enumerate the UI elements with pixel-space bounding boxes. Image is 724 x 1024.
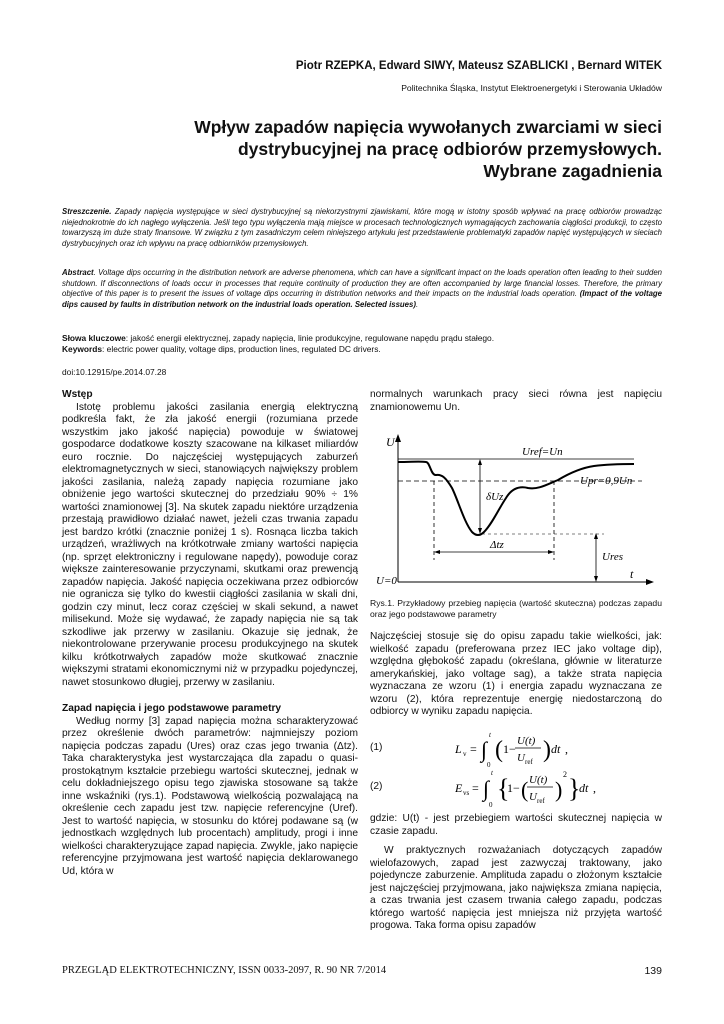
section-heading-intro: Wstęp <box>62 389 93 400</box>
streszczenie-label: Streszczenie. <box>62 207 112 216</box>
title-line-1: Wpływ zapadów napięcia wywołanych zwarciami w sieci <box>194 117 662 137</box>
y-axis-label: U <box>386 435 395 449</box>
svg-text:{: { <box>497 774 510 803</box>
svg-text:(: ( <box>495 737 503 763</box>
abstract-text: . Voltage dips occurring in the distribution network are adverse phenomena, which can have a significant impact on the loads operation often leading to their sudden shutdown. If disconnections of loads occur in processes that require continuity of production they are often accompanied by large financial losses. Therefore, the primary objective of this paper is to present the issues of voltage dips occurring in distribution networks and their impacts on the industrial loads operation. <box>62 268 662 299</box>
upr-label: Upr=0,9Un <box>580 475 633 487</box>
left-column <box>62 389 358 878</box>
svg-text:t: t <box>489 731 491 739</box>
figure-caption: Rys.1. Przykładowy przebieg napięcia (wartość skuteczna) podczas zapadu oraz jego podstawowe parametry <box>370 598 662 619</box>
svg-text:t: t <box>491 769 493 777</box>
right-paragraph-4: gdzie: U(t) - jest przebiegiem wartości skutecznej napięcia w czasie zapadu. <box>370 813 662 837</box>
dip-paragraph: Według normy [3] zapad napięcia można scharakteryzować przez określenie dwóch parametrów: najmniejszy poziom napięcia podczas zapadu (Ures) oraz czas jego trwania (Δtz). Taka charakterystyka jest wystarczająca dla zapadu o quasi-prostokątnym kształcie przebiegu wartości skutecznej, jednak w celu dokładniejszego opisu tego zjawiska stosowane są także inne wskaźniki (rys.1). Podstawową wielkością pozwalającą na określenie cech zapadu jest tzw. napięcie referencyjne (Uref). Jest to wartość napięcia, w stosunku do której podawane są (w jednostkach względnych lub procentach) amplitudy, progi i inne wielkości charakteryzujące zapad napięcia. Zwykle, jako napięcie referencyjne przyjmowana jest wartość napięcia deklarowanego Ud, która w <box>62 715 358 877</box>
delta-t-label: Δtz <box>490 539 504 551</box>
svg-text:∫: ∫ <box>481 737 488 762</box>
y-axis-arrow <box>395 434 401 442</box>
svg-text:U(t): U(t) <box>529 774 548 786</box>
svg-text:ref: ref <box>525 758 533 766</box>
svg-text:): ) <box>543 737 551 763</box>
page-number: 139 <box>644 965 662 977</box>
abstract-label: Abstract <box>62 268 94 277</box>
streszczenie <box>62 207 662 249</box>
x-axis-arrow <box>646 579 654 585</box>
zero-label: U=0 <box>376 575 397 587</box>
right-paragraph-3: Najczęściej stosuje się do opisu zapadu takie wielkości, jak: wielkość zapadu (preferowana przez IEC jako voltage dip), względna głębokość zapadu (określana, głównie w literaturze amerykańskiej, jako voltage sag), a także strata napięcia wyznaczana ze wzoru (1) i energia zapadu wyznaczana ze wzoru (2), która reprezentuje energię niedostarczoną do odbiorcy w wyniku zapadu napięcia. <box>370 631 662 717</box>
svg-text:U(t): U(t) <box>517 735 536 747</box>
journal-footer: PRZEGLĄD ELEKTROTECHNICZNY, ISSN 0033-2097, R. 90 NR 7/2014 <box>62 965 387 976</box>
svg-text:ref: ref <box>537 797 545 805</box>
svg-text:v: v <box>463 750 467 758</box>
svg-text:dt: dt <box>579 781 589 795</box>
svg-text:E: E <box>455 781 463 795</box>
svg-text:1−: 1− <box>507 781 520 795</box>
abstract-bold-title: (Impact of the voltage dips caused by faults in distribution network on the industrial loads operation. Selected issues) <box>62 289 663 309</box>
svg-text:,: , <box>593 781 596 795</box>
keywords-en-label: Keywords <box>62 343 103 354</box>
x-axis-label: t <box>630 567 634 581</box>
svg-text:1−: 1− <box>503 742 516 756</box>
svg-text:0: 0 <box>489 801 493 809</box>
svg-text:2: 2 <box>563 770 567 779</box>
svg-text:(: ( <box>521 777 529 802</box>
abstract-end: . <box>415 299 419 309</box>
ures-label: Ures <box>602 551 623 563</box>
title-line-3: Wybrane zagadnienia <box>483 161 662 181</box>
keywords-block <box>62 333 662 354</box>
keywords-en <box>62 344 662 355</box>
svg-text:dt: dt <box>551 742 561 756</box>
abstract <box>62 268 662 310</box>
keywords-pl <box>62 333 662 344</box>
svg-text:}: } <box>568 774 581 803</box>
equation-1-number: (1) <box>370 742 383 753</box>
svg-text:∫: ∫ <box>483 776 490 801</box>
svg-text:U: U <box>529 791 537 803</box>
equation-2 <box>455 765 615 811</box>
voltage-dip-figure <box>372 432 664 592</box>
right-paragraph-top: normalnych warunkach pracy sieci równa jest napięciu znamionowemu Un. <box>370 389 662 413</box>
svg-text:vs: vs <box>463 789 470 797</box>
delta-u-label: δUz <box>486 491 504 503</box>
svg-text:=: = <box>472 781 479 795</box>
svg-text:=: = <box>470 742 477 756</box>
streszczenie-text: Zapady napięcia występujące w sieci dystrybucyjnej są niekorzystnymi zjawiskami, które mogą w istotny sposób wpływać na pracę odbiorów prowadząc niejednokrotnie do ich nagłego wyłączenia. Jeśli tego typu wyłączenia mają miejsce w procesach technologicznych wymagających zachowania ciągłości produkcji, to często towarzyszą im duże straty finansowe. W związku z tym zasadniczym celem niniejszego artykułu jest przedstawienie problematyki zapadów napięć występujących w sieciach dystrybucyjnych oraz ich wpływu na pracę odbiorników przemysłowych. <box>62 207 662 248</box>
voltage-curve <box>398 462 634 535</box>
svg-text:U: U <box>517 752 525 764</box>
intro-paragraph: Istotę problemu jakości zasilania energią elektryczną podkreśla fakt, że zła jakość energii (rozumiana przede wszystkim jako jakość napięcia) powoduje w światowej gospodarce dodatkowe koszty szacowane na kilkaset miliardów euro rocznie. Do najczęściej występujących zaburzeń elektromagnetycznych w sieci, stanowiących największy problem jakości zasilania, należą zapady napięcia rozumiane jako obniżenie jego wartości skutecznej do przedziału 90% ÷ 1% wartości znamionowej [3]. Na skutek zapadu niektóre urządzenia przestają prawidłowo działać nawet, jeżeli czas trwania zapadu jest bardzo krótki (znacznie poniżej 1 s). Rosnąca liczba takich urządzeń, wrażliwych na krótkotrwałe zmiany wartości napięcia (np. sprzęt elektroniczny i regulowane napędy), powoduje coraz większe zainteresowanie przyczynami, skutkami oraz prewencją zapadów napięcia. Jakość napięcia oczekiwana przez odbiorców nie ogranicza się tylko do kwestii ciągłości zasilania w skali dni, godzin czy minut, lecz coraz częściej w skali sekund, a nawet milisekund. Może się wydawać, że zapady napięcia nie są tak szkodliwe jak przerwy w zasilaniu. Okazuje się jednak, że niekontrolowane przerywanie procesu produkcyjnego na skutek kilku krótkotrwałych zapadów może skutkować znacznie większymi stratami ekonomicznymi niż w przypadku pojedynczej, nawet stosunkowo długiej, przerwy w zasilaniu. <box>62 401 358 688</box>
keywords-pl-text: : jakość energii elektrycznej, zapady napięcia, linie produkcyjne, regulowane napędu prądu stałego. <box>125 333 495 343</box>
svg-text:): ) <box>555 777 563 802</box>
affiliation: Politechnika Śląska, Instytut Elektroenergetyki i Sterowania Układów <box>401 83 662 93</box>
svg-text:0: 0 <box>487 761 491 769</box>
equation-2-number: (2) <box>370 781 383 792</box>
right-paragraph-5: W praktycznych rozważaniach dotyczących zapadów wielofazowych, zapad jest zazwyczaj traktowany, jako pojedyncze zaburzenie. Amplituda zapadu o złożonym kształcie jest najczęściej przyjmowana, jako największa zmiana napięcia, a czas trwania jest czasem trwania całego zapadu, podczas którego wartość napięcia jest mniejsza niż przyjęta wartość progowa. Taka forma opisu zapadów <box>370 845 662 931</box>
svg-text:,: , <box>565 742 568 756</box>
paper-title <box>102 116 662 182</box>
doi: doi:10.12915/pe.2014.07.28 <box>62 367 167 377</box>
uref-label: Uref=Un <box>522 446 563 458</box>
title-line-2: dystrybucyjnej na pracę odbiorów przemysłowych. <box>237 139 662 159</box>
section-heading-dip: Zapad napięcia i jego podstawowe parametry <box>62 703 282 714</box>
right-column-top <box>370 389 662 414</box>
svg-text:L: L <box>455 742 462 756</box>
authors: Piotr RZEPKA, Edward SIWY, Mateusz SZABLICKI , Bernard WITEK <box>295 60 662 72</box>
keywords-pl-label: Słowa kluczowe <box>62 333 126 343</box>
keywords-en-text: : electric power quality, voltage dips, production lines, regulated DC drivers. <box>102 343 381 354</box>
